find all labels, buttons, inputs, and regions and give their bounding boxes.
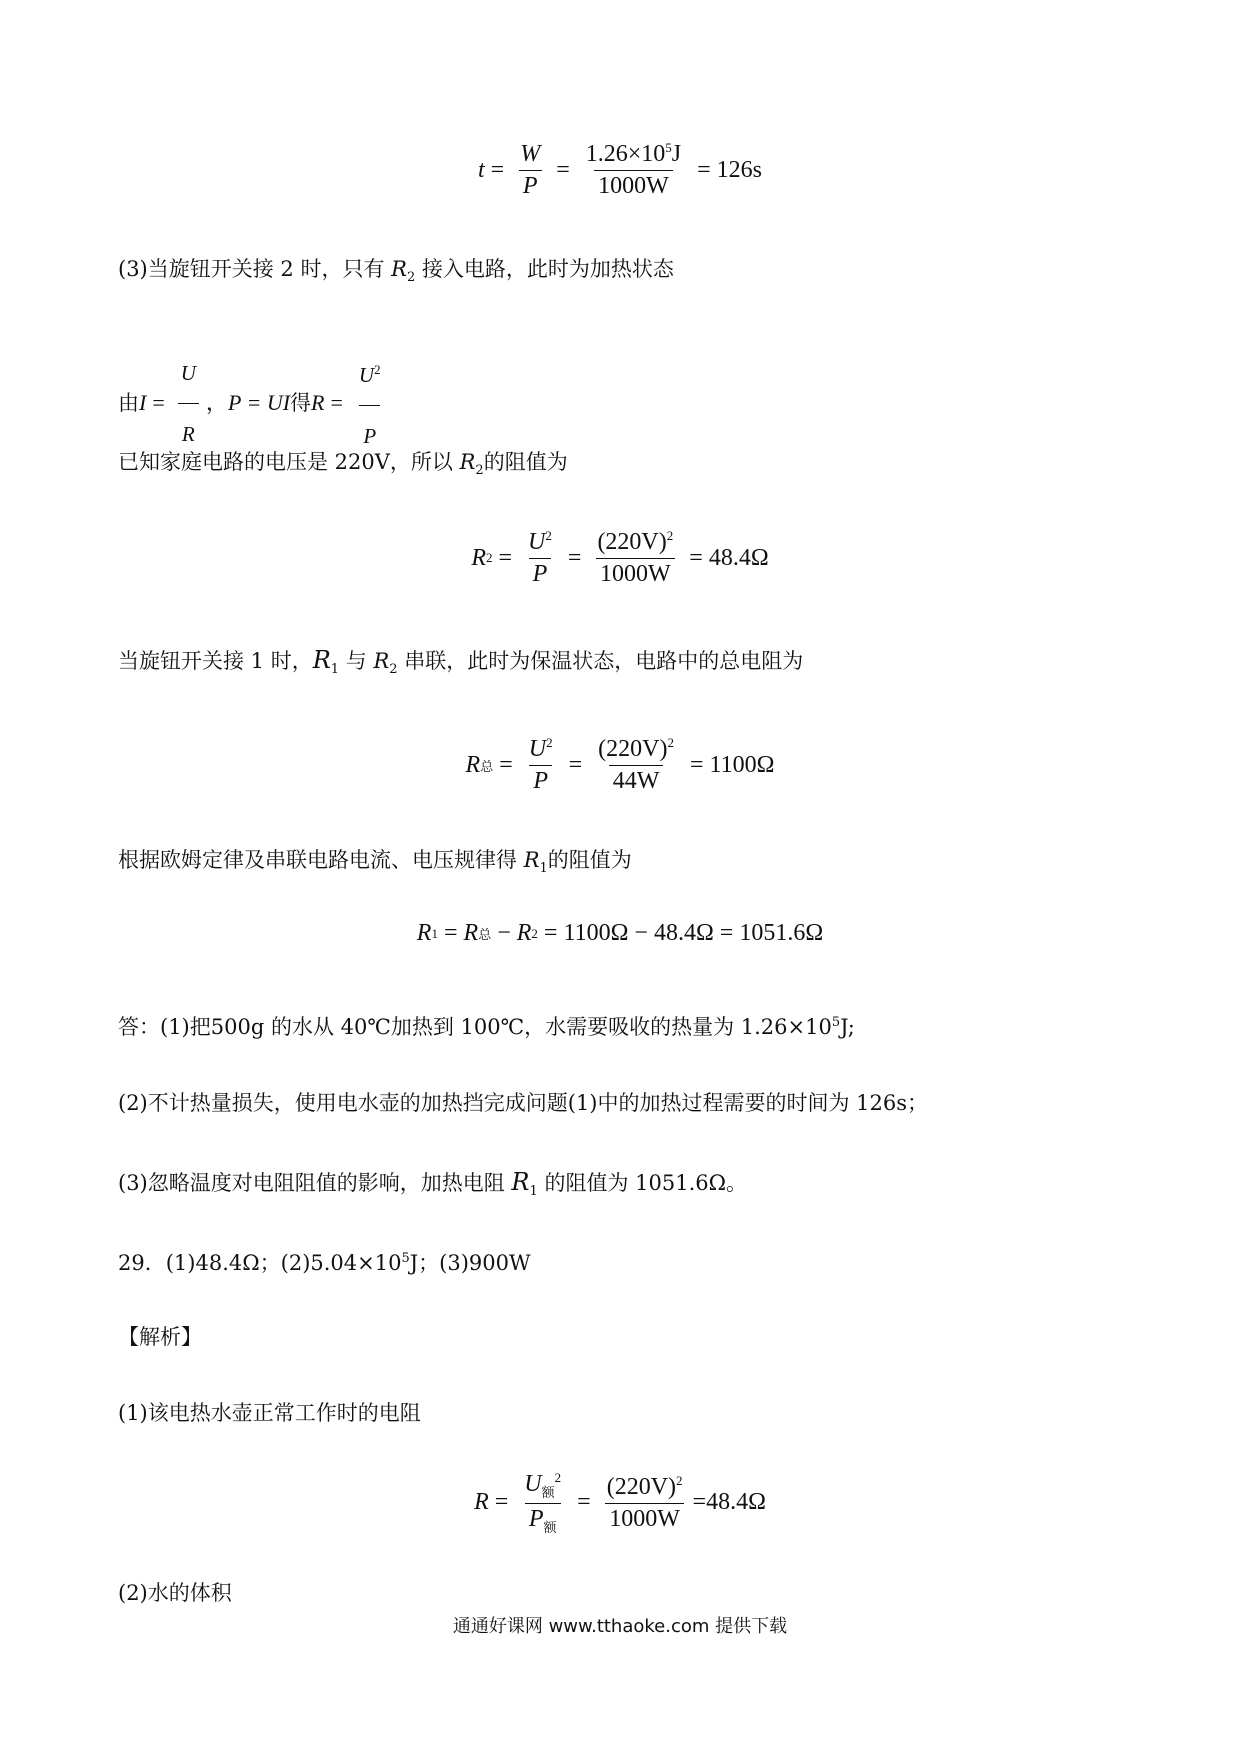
analysis-label: 【解析】	[118, 1325, 202, 1349]
question-29-answer: 29．(1)48.4Ω；$(2)5.04\times 10^5J$；(3)900W	[118, 1251, 531, 1275]
eq-unit: J	[671, 141, 682, 167]
equation-r-total: R 总 = $\frac{U^2}{P}$ = $\frac{(220V)^2}{44W}$ = 1100Ω	[465, 735, 775, 794]
paragraph-series: 当旋钮开关接 1 时，$R_1$ 与 $R_2$ 串联，此时为保温状态，电路中的总电阻为	[118, 646, 804, 678]
equation-rated-r: R = $\frac{U_额^2}{P_额}$ = $\frac{(220V)^2}{1000W}$ =48.4Ω	[474, 1470, 766, 1535]
answer-1: 答：(1)把500g 的水从 40℃加热到 100℃，水需要吸收的热量为 $1.26\times 10^5J$;	[118, 1015, 855, 1039]
answer-2: (2)不计热量损失，使用电水壶的加热挡完成问题(1)中的加热过程需要的时间为 126s；	[118, 1091, 929, 1115]
eq-var: t	[477, 156, 485, 183]
eq-denominator: P	[522, 172, 538, 199]
eq-numerator: 1.26×10	[585, 141, 666, 167]
paragraph-p3: (3)当旋钮开关接 2 时，只有 $R_2$ 接入电路，此时为加热状态	[118, 257, 674, 286]
equation-time: t = $\frac{W}{P}$ = $\frac{1.26\times 10^5J}{1000W}$ = 126s	[477, 140, 763, 199]
eq-result: 126s	[716, 156, 763, 183]
paragraph-derive: 由 I = $\frac{U}{R}$ ， P = UI 得 R = $\frac{U^2}{P}$	[118, 342, 391, 464]
paragraph-voltage: 已知家庭电路的电压是 220V，所以 $R_2$的阻值为	[118, 450, 568, 479]
paragraph-ohm: 根据欧姆定律及串联电路电流、电压规律得 $R_1$的阻值为	[118, 848, 632, 877]
eq-denominator: 1000W	[598, 173, 669, 199]
paragraph-p1: (1)该电热水壶正常工作时的电阻	[118, 1401, 421, 1425]
answer-3: (3)忽略温度对电阻阻值的影响，加热电阻 $R_1$ 的阻值为 1051.6Ω。	[118, 1168, 748, 1200]
eq-numerator: W	[520, 140, 541, 167]
equation-r1: R 1 = R 总 − R 2 = 1100Ω − 48.4Ω = 1051.6Ω	[416, 920, 824, 946]
equation-r2: R 2 = $\frac{U^2}{P}$ = $\frac{(220V)^2}{1000W}$ = 48.4Ω	[471, 528, 769, 587]
eq-exponent: 5	[665, 140, 672, 155]
page-footer: 通通好课网 www.tthaoke.com 提供下载	[452, 1616, 788, 1637]
paragraph-p2: (2)水的体积	[118, 1581, 232, 1605]
